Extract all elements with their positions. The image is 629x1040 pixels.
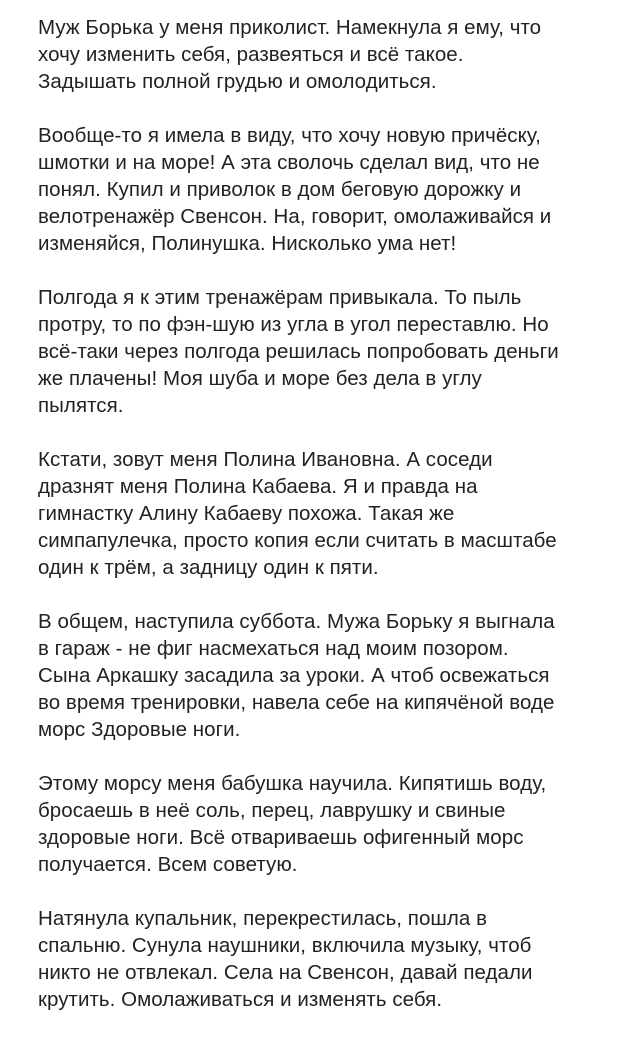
paragraph-5: В общем, наступила суббота. Мужа Борьку я выгнала в гараж - не фиг насмехаться над моим позором. Сына Аркашку засадила за уроки. А чтоб освежаться во время тренировки, навела себе на кипячёной воде морс Здоровые ноги.	[38, 610, 555, 741]
article-body	[38, 14, 610, 1040]
paragraph-7: Натянула купальник, перекрестилась, пошла в спальню. Сунула наушники, включила музыку, чтоб никто не отвлекал. Села на Свенсон, давай педали крутить. Омолаживаться и изменять себя.	[38, 907, 533, 1011]
paragraph-4: Кстати, зовут меня Полина Ивановна. А соседи дразнят меня Полина Кабаева. Я и правда на гимнастку Алину Кабаеву похожа. Такая же симпапулечка, просто копия если считать в масштабе один к трём, а задницу один к пяти.	[38, 448, 557, 579]
paragraph-6: Этому морсу меня бабушка научила. Кипятишь воду, бросаешь в неё соль, перец, лаврушку и свиные здоровые ноги. Всё отвариваешь офигенный морс получается. Всем советую.	[38, 772, 547, 876]
paragraph-2: Вообще-то я имела в виду, что хочу новую причёску, шмотки и на море! А эта сволочь сделал вид, что не понял. Купил и приволок в дом беговую дорожку и велотренажёр Свенсон. На, говорит, омолаживайся и изменяйся, Полинушка. Нисколько ума нет!	[38, 124, 552, 255]
paragraph-3: Полгода я к этим тренажёрам привыкала. То пыль протру, то по фэн-шую из угла в угол переставлю. Но всё-таки через полгода решилась попробовать деньги же плачены! Моя шуба и море без дела в углу пылятся.	[38, 286, 559, 417]
paragraph-1: Муж Борька у меня приколист. Намекнула я ему, что хочу изменить себя, развеяться и всё такое. Задышать полной грудью и омолодиться.	[38, 16, 542, 93]
